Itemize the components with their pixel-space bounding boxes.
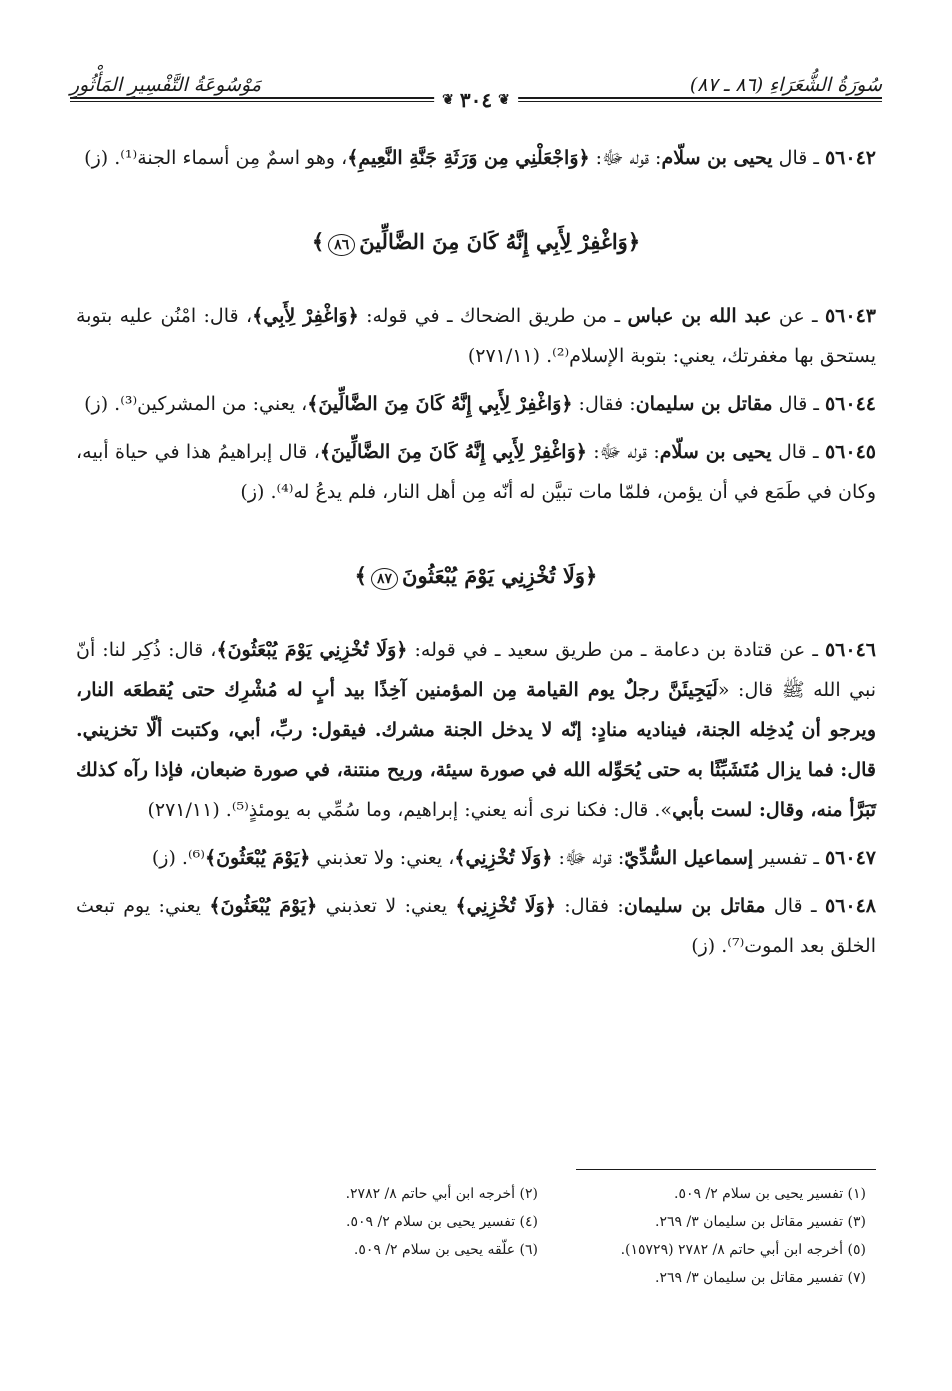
footnote: (٤) تفسير يحيى بن سلام ٢/ ٥٠٩. [346,1214,538,1230]
narrator-name: مقاتل بن سليمان [623,895,766,917]
footnote: (٣) تفسير مقاتل بن سليمان ٣/ ٢٦٩. [655,1214,866,1230]
ornament-icon: ❦ [442,92,454,108]
quran-quote: ﴿وَلَا تُخْزِنِي﴾ [454,847,553,869]
footnote-rule [576,1169,876,1170]
footnote: (٢) أخرجه ابن أبي حاتم ٨/ ٢٧٨٢. [345,1186,538,1202]
footnote: (٦) علّقه يحيى بن سلام ٢/ ٥٠٩. [353,1242,538,1258]
verse-number-icon: ٨٧ [371,568,398,590]
book-title: مَوْسُوعَةُ التَّفْسِيرِ المَأْثُورِ [70,74,262,96]
quran-quote: ﴿وَاجْعَلْنِي مِن وَرَثَةِ جَنَّةِ النَّعِيمِ﴾ [347,147,590,169]
ornament-icon: ❦ [498,92,510,108]
entry-56047: ٥٦٠٤٧ ـ تفسير إسماعيل السُّدِّيّ: قوله ﷻ: ﴿وَلَا تُخْزِنِي﴾، يعني: ولا تعذبني ﴿يَوْمَ يُبْعَثُونَ﴾⁽⁶⁾. (ز) [151,847,876,869]
page-number: ❦ ٣٠٤ ❦ [434,88,518,112]
verse-number-icon: ٨٦ [328,234,355,256]
quran-quote: ﴿يَوْمَ يُبْعَثُونَ﴾ [204,847,311,869]
narrator-name: إسماعيل السُّدِّيّ [624,847,754,869]
entry-56046: ٥٦٠٤٦ ـ عن قتادة بن دعامة ـ من طريق سعيد ـ في قوله: ﴿وَلَا تُخْزِنِي يَوْمَ يُبْعَثُونَ﴾، قال: ذُكِر لنا: أنّ نبي الله ﷺ قال: «لَيَجِيئَنَّ رجلٌ يوم القيامة مِن المؤمنين آخِذًا بيد أبٍ له مُشْرِك حتى يُقطعَه النار، ويرجو أن يُدخِله الجنة، فيناديه منادٍ: إنّه لا يدخل الجنة مشرك. فيقول: ربِّ، أبي، وكتبت ألّا تخزيني. قال: فما يزال مُتَشَبِّثًا به حتى يُحَوِّله الله في صورة سيئة، وريح منتنة، في صورة ضبعان، فإذا رآه كذلك تَبَرَّأ منه، وقال: لست بأبي». قال: فكنا نرى أنه يعني: إبراهيم، وما سُمِّي به يومئذٍ⁽⁵⁾. (٢٧١/١١) [76,639,876,821]
narrator-name: عبد الله بن عباس [627,305,772,327]
quran-quote: ﴿وَلَا تُخْزِنِي﴾ [455,895,556,917]
verse-heading-86: ﴿وَاغْفِرْ لِأَبِي إِنَّهُ كَانَ مِنَ الضَّالِّينَ٨٦﴾ [311,229,641,254]
footnote: (٧) تفسير مقاتل بن سليمان ٣/ ٢٦٩. [655,1270,866,1286]
narrator-name: يحيى بن سلّام [659,441,772,463]
quran-quote: ﴿وَلَا تُخْزِنِي يَوْمَ يُبْعَثُونَ﴾ [216,639,408,661]
footnote: (٥) أخرجه ابن أبي حاتم ٨/ ٢٧٨٢ (١٥٧٢٩). [620,1242,866,1258]
footnotes [230,1182,866,1290]
main-text [76,138,876,974]
hadith-text: لَيَجِيئَنَّ رجلٌ يوم القيامة مِن المؤمنين آخِذًا بيد أبٍ له مُشْرِك حتى يُقطعَه النار، ويرجو أن يُدخِله الجنة، فيناديه منادٍ: إنّه لا يدخل الجنة مشرك. فيقول: ربِّ، أبي، وكتبت ألّا تخزيني. قال: فما يزال مُتَشَبِّثًا به حتى يُحَوِّله الله في صورة سيئة، وريح منتنة، في صورة ضبعان، فإذا رآه كذلك تَبَرَّأ منه، وقال: لست بأبي [76,679,876,821]
surah-title: سُورَةُ الشُّعَرَاءِ (٨٦ ـ ٨٧) [689,74,882,96]
verse-heading-87: ﴿وَلَا تُخْزِنِي يَوْمَ يُبْعَثُونَ٨٧﴾ [354,563,598,588]
footnote: (١) تفسير يحيى بن سلام ٢/ ٥٠٩. [674,1186,866,1202]
quran-quote: ﴿وَاغْفِرْ لِأَبِي إِنَّهُ كَانَ مِنَ الضَّالِّينَ﴾ [319,441,587,463]
entry-56048: ٥٦٠٤٨ ـ قال مقاتل بن سليمان: فقال: ﴿وَلَا تُخْزِنِي﴾ يعني: لا تعذبني ﴿يَوْمَ يُبْعَثُونَ﴾ يعني: يوم تبعث الخلق بعد الموت⁽⁷⁾. (ز) [76,895,877,957]
entry-56044: ٥٦٠٤٤ ـ قال مقاتل بن سليمان: فقال: ﴿وَاغْفِرْ لِأَبِي إِنَّهُ كَانَ مِنَ الضَّالِّينَ﴾، يعني: من المشركين⁽³⁾. (ز) [84,393,876,415]
quran-quote: ﴿وَاغْفِرْ لِأَبِي﴾ [252,305,359,327]
entry-56045: ٥٦٠٤٥ ـ قال يحيى بن سلّام: قوله ﷻ: ﴿وَاغْفِرْ لِأَبِي إِنَّهُ كَانَ مِنَ الضَّالِّينَ﴾، قال إبراهيمُ هذا في حياة أبيه، وكان في طَمَع في أن يؤمن، فلمّا مات تبيَّن له أنّه مِن أهل النار، فلم يدعُ له⁽⁴⁾. (ز) [76,441,876,503]
narrator-name: يحيى بن سلّام [661,147,773,169]
quran-quote: ﴿وَاغْفِرْ لِأَبِي إِنَّهُ كَانَ مِنَ الضَّالِّينَ﴾ [307,393,573,415]
entry-56043: ٥٦٠٤٣ ـ عن عبد الله بن عباس ـ من طريق الضحاك ـ في قوله: ﴿وَاغْفِرْ لِأَبِي﴾، قال: امْنُن عليه بتوبة يستحق بها مغفرتك، يعني: بتوبة الإسلام⁽²⁾. (٢٧١/١١) [76,305,876,367]
narrator-name: مقاتل بن سليمان [635,393,773,415]
quran-quote: ﴿يَوْمَ يُبْعَثُونَ﴾ [209,895,318,917]
entry-56042: ٥٦٠٤٢ ـ قال يحيى بن سلّام: قوله ﷻ: ﴿وَاجْعَلْنِي مِن وَرَثَةِ جَنَّةِ النَّعِيمِ﴾، وهو اسمٌ مِن أسماء الجنة⁽¹⁾. (ز) [84,147,876,169]
